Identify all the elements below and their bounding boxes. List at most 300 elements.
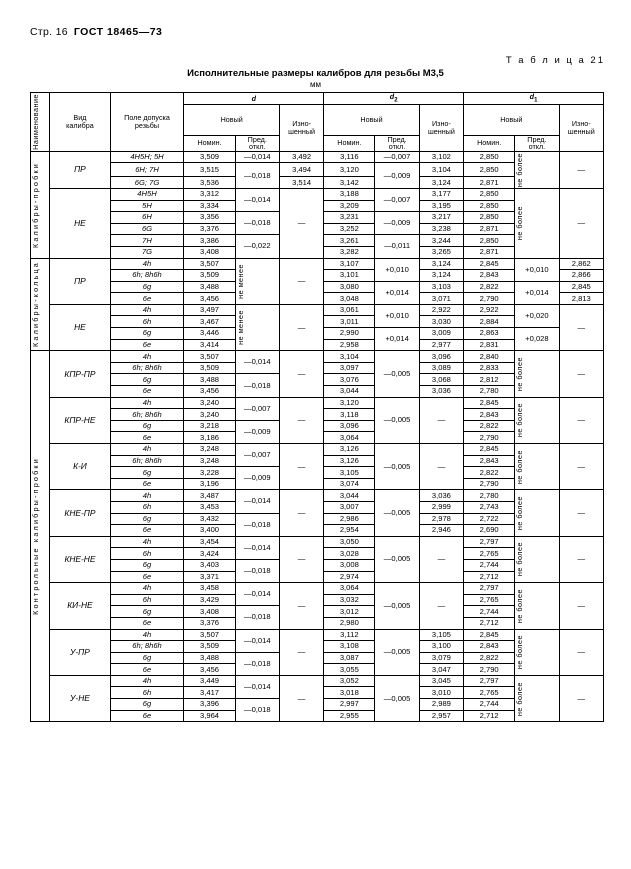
d1-nominal-cell: 2,845 — [464, 258, 515, 270]
d-nominal-cell: 3,467 — [184, 316, 235, 328]
table-row — [31, 629, 604, 641]
d1-worn-cell: 2,845 — [559, 281, 603, 293]
d1-nominal-cell: 2,840 — [464, 351, 515, 363]
col-header-d1-new: Новый — [464, 104, 559, 135]
d-nominal-cell: 3,429 — [184, 594, 235, 606]
d-limit-cell: —0,009 — [235, 467, 279, 490]
group-name-cell — [31, 151, 50, 258]
d1-worn-cell: — — [559, 444, 603, 490]
d2-worn-cell: 3,036 — [419, 490, 463, 502]
d1-nominal-cell: 2,765 — [464, 594, 515, 606]
col-header-tolerance: Поле допуска резьбы — [110, 93, 184, 152]
d-worn-cell: — — [279, 188, 323, 258]
d1-worn-cell: — — [559, 397, 603, 443]
d2-limit-cell: —0,005 — [375, 444, 419, 490]
table-row — [31, 490, 604, 502]
d1-nominal-cell: 2,850 — [464, 235, 515, 247]
d-worn-cell: — — [279, 351, 323, 397]
gauge-kind-cell: НЕ — [50, 304, 110, 350]
col-header-d-limit: Пред. откл. — [235, 135, 279, 151]
gauge-kind-cell: У-НЕ — [50, 675, 110, 721]
col-header-d1-nominal: Номин. — [464, 135, 515, 151]
d2-limit-cell: —0,007 — [375, 151, 419, 163]
d1-nominal-cell: 2,822 — [464, 652, 515, 664]
d2-nominal-cell: 3,209 — [324, 200, 375, 212]
d1-nominal-cell: 2,790 — [464, 432, 515, 444]
d2-limit-cell: —0,005 — [375, 351, 419, 397]
d-limit-cell: —0,014 — [235, 490, 279, 513]
d-nominal-cell: 3,454 — [184, 536, 235, 548]
col-header-d2-worn: Изно- шенный — [419, 104, 463, 151]
tolerance-field-cell: 6G; 7G — [110, 177, 184, 189]
d-worn-cell: — — [279, 397, 323, 443]
d-limit-cell: —0,018 — [235, 652, 279, 675]
d-nominal-cell: 3,386 — [184, 235, 235, 247]
d-worn-cell: — — [279, 258, 323, 304]
d2-nominal-cell: 3,118 — [324, 409, 375, 421]
col-header-d2: $d_2$ — [324, 93, 464, 105]
d1-limit-cell: +0,020 — [515, 304, 559, 327]
d1-limit-cell — [515, 490, 559, 536]
d2-worn-cell: 2,989 — [419, 699, 463, 711]
d-nominal-cell: 3,509 — [184, 151, 235, 163]
d-limit-cell: —0,022 — [235, 235, 279, 258]
tolerance-field-cell: 6e — [110, 525, 184, 537]
d1-nominal-cell: 2,797 — [464, 675, 515, 687]
d-nominal-cell: 3,312 — [184, 188, 235, 200]
tolerance-field-cell: 6h; 8h6h — [110, 409, 184, 421]
d1-limit-cell — [515, 629, 559, 675]
d2-limit-cell: —0,005 — [375, 629, 419, 675]
d2-limit-cell: —0,005 — [375, 490, 419, 536]
d1-worn-cell: — — [559, 629, 603, 675]
d2-worn-cell: — — [419, 583, 463, 629]
gauge-kind-cell: КНЕ-НЕ — [50, 536, 110, 582]
tolerance-field-cell: 6H — [110, 212, 184, 224]
d1-nominal-cell: 2,843 — [464, 270, 515, 282]
d1-nominal-cell: 2,812 — [464, 374, 515, 386]
d-limit-cell: —0,018 — [235, 374, 279, 397]
d2-nominal-cell: 3,076 — [324, 374, 375, 386]
d-limit-cell: —0,009 — [235, 420, 279, 443]
d2-nominal-cell: 2,997 — [324, 699, 375, 711]
d-nominal-cell: 3,507 — [184, 629, 235, 641]
tolerance-field-cell: 7G — [110, 246, 184, 258]
d1-worn-cell: 2,862 — [559, 258, 603, 270]
d1-limit-cell-label: не более — [515, 152, 525, 187]
d1-nominal-cell: 2,780 — [464, 490, 515, 502]
d-nominal-cell: 3,228 — [184, 467, 235, 479]
d2-nominal-cell: 3,080 — [324, 281, 375, 293]
d1-limit-cell: +0,028 — [515, 328, 559, 351]
d-nominal-cell: 3,186 — [184, 432, 235, 444]
d1-nominal-cell: 2,863 — [464, 328, 515, 340]
d-worn-cell: — — [279, 629, 323, 675]
d-nominal-cell: 3,458 — [184, 583, 235, 595]
d1-limit-cell-label: не более — [515, 449, 525, 484]
group-name-cell — [31, 258, 50, 351]
d-limit-cell: —0,018 — [235, 513, 279, 536]
d2-worn-cell: 2,922 — [419, 304, 463, 316]
tolerance-field-cell: 4h — [110, 397, 184, 409]
d2-worn-cell: 3,045 — [419, 675, 463, 687]
d1-worn-cell: — — [559, 583, 603, 629]
d2-worn-cell: 3,265 — [419, 246, 463, 258]
tolerance-field-cell: 4H5H; 5H — [110, 151, 184, 163]
tolerance-field-cell: 6h — [110, 594, 184, 606]
table-row — [31, 583, 604, 595]
tolerance-field-cell: 5H — [110, 200, 184, 212]
d-limit-cell: —0,014 — [235, 188, 279, 211]
d2-nominal-cell: 3,008 — [324, 559, 375, 571]
gauge-kind-cell: ПР — [50, 258, 110, 304]
d2-nominal-cell: 3,116 — [324, 151, 375, 163]
d2-nominal-cell: 3,044 — [324, 490, 375, 502]
d2-nominal-cell: 2,986 — [324, 513, 375, 525]
d2-nominal-cell: 3,064 — [324, 432, 375, 444]
d-limit-cell: —0,018 — [235, 606, 279, 629]
d2-nominal-cell: 3,061 — [324, 304, 375, 316]
tolerance-field-cell: 6e — [110, 432, 184, 444]
d1-worn-cell: 2,866 — [559, 270, 603, 282]
d-nominal-cell: 3,376 — [184, 223, 235, 235]
d2-nominal-cell: 3,105 — [324, 467, 375, 479]
d1-limit-cell — [515, 397, 559, 443]
d1-nominal-cell: 2,744 — [464, 559, 515, 571]
tolerance-field-cell: 6e — [110, 617, 184, 629]
gauge-kind-cell: К-И — [50, 444, 110, 490]
tolerance-field-cell: 6e — [110, 478, 184, 490]
d1-nominal-cell: 2,797 — [464, 583, 515, 595]
d1-nominal-cell: 2,822 — [464, 420, 515, 432]
d2-nominal-cell: 3,096 — [324, 420, 375, 432]
d2-nominal-cell: 2,954 — [324, 525, 375, 537]
tolerance-field-cell: 4h — [110, 536, 184, 548]
d1-nominal-cell: 2,850 — [464, 151, 515, 163]
d2-nominal-cell: 3,126 — [324, 455, 375, 467]
table-row — [31, 258, 604, 270]
d-limit-cell: —0,007 — [235, 397, 279, 420]
d-limit-cell: —0,014 — [235, 151, 279, 163]
d2-worn-cell: 3,009 — [419, 328, 463, 340]
table-row — [31, 151, 604, 163]
d-worn-cell: — — [279, 583, 323, 629]
page-number: Стр. 16 — [30, 26, 68, 38]
group-name-label: Контрольные калибры-пробки — [31, 457, 40, 616]
d1-nominal-cell: 2,843 — [464, 455, 515, 467]
col-header-name: Наименование — [31, 94, 40, 150]
d1-nominal-cell: 2,822 — [464, 467, 515, 479]
d1-worn-cell: — — [559, 536, 603, 582]
d1-nominal-cell: 2,871 — [464, 246, 515, 258]
d2-worn-cell: 3,030 — [419, 316, 463, 328]
d2-worn-cell: 3,217 — [419, 212, 463, 224]
d-worn-cell: 3,514 — [279, 177, 323, 189]
d2-limit-cell: —0,009 — [375, 163, 419, 189]
d1-nominal-cell: 2,822 — [464, 281, 515, 293]
d1-nominal-cell: 2,850 — [464, 200, 515, 212]
tolerance-field-cell: 6H; 7H — [110, 163, 184, 177]
d2-nominal-cell: 3,108 — [324, 641, 375, 653]
d2-worn-cell: 3,010 — [419, 687, 463, 699]
d1-limit-cell-label: не более — [515, 403, 525, 438]
table-row — [31, 188, 604, 200]
d1-worn-cell: — — [559, 675, 603, 721]
d-limit-cell: —0,014 — [235, 675, 279, 698]
d-nominal-cell: 3,240 — [184, 397, 235, 409]
d-limit-cell: —0,018 — [235, 212, 279, 235]
d-nominal-cell: 3,964 — [184, 710, 235, 722]
d2-nominal-cell: 3,252 — [324, 223, 375, 235]
tolerance-field-cell: 4H5H — [110, 188, 184, 200]
d1-nominal-cell: 2,790 — [464, 664, 515, 676]
d2-nominal-cell: 3,074 — [324, 478, 375, 490]
d2-worn-cell: 3,102 — [419, 151, 463, 163]
gauge-kind-cell: ПР — [50, 151, 110, 188]
d2-nominal-cell: 2,974 — [324, 571, 375, 583]
d1-limit-cell — [515, 675, 559, 721]
gauge-kind-cell: КПР-ПР — [50, 351, 110, 397]
d-nominal-cell: 3,432 — [184, 513, 235, 525]
d-limit-cell: —0,018 — [235, 699, 279, 722]
d1-limit-cell-label: не более — [515, 206, 525, 241]
d-nominal-cell: 3,488 — [184, 281, 235, 293]
col-header-d-nominal: Номин. — [184, 135, 235, 151]
d-limit-cell — [235, 304, 279, 350]
d2-nominal-cell: 2,958 — [324, 339, 375, 351]
d1-limit-cell-label: не более — [515, 681, 525, 716]
d1-nominal-cell: 2,722 — [464, 513, 515, 525]
tolerance-field-cell: 6g — [110, 513, 184, 525]
tolerance-field-cell: 6h; 8h6h — [110, 641, 184, 653]
d2-worn-cell: 3,089 — [419, 362, 463, 374]
d1-nominal-cell: 2,743 — [464, 501, 515, 513]
d2-nominal-cell: 3,126 — [324, 444, 375, 456]
tolerance-field-cell: 6h — [110, 501, 184, 513]
d1-nominal-cell: 2,871 — [464, 177, 515, 189]
d1-limit-cell: +0,010 — [515, 258, 559, 281]
col-header-d2-new: Новый — [324, 104, 419, 135]
d2-worn-cell: 3,238 — [419, 223, 463, 235]
d1-limit-cell — [515, 351, 559, 397]
d-nominal-cell: 3,449 — [184, 675, 235, 687]
d-worn-cell: — — [279, 536, 323, 582]
d2-worn-cell: 2,977 — [419, 339, 463, 351]
tolerance-field-cell: 7H — [110, 235, 184, 247]
col-header-d-new: Новый — [184, 104, 279, 135]
tolerance-field-cell: 6g — [110, 699, 184, 711]
gauge-kind-cell: НЕ — [50, 188, 110, 258]
d2-worn-cell: 2,957 — [419, 710, 463, 722]
d1-limit-cell — [515, 583, 559, 629]
tolerance-field-cell: 6g — [110, 467, 184, 479]
d-nominal-cell: 3,453 — [184, 501, 235, 513]
d-limit-cell: —0,018 — [235, 559, 279, 582]
d1-nominal-cell: 2,765 — [464, 687, 515, 699]
d1-worn-cell: — — [559, 351, 603, 397]
d2-worn-cell: 3,105 — [419, 629, 463, 641]
tolerance-field-cell: 4h — [110, 490, 184, 502]
d2-limit-cell: —0,007 — [375, 188, 419, 211]
d-nominal-cell: 3,487 — [184, 490, 235, 502]
d1-nominal-cell: 2,845 — [464, 397, 515, 409]
tolerance-field-cell: 4h — [110, 583, 184, 595]
d-nominal-cell: 3,424 — [184, 548, 235, 560]
d1-limit-cell — [515, 188, 559, 258]
table-row — [31, 397, 604, 409]
table-row — [31, 351, 604, 363]
d2-nominal-cell: 3,012 — [324, 606, 375, 618]
d2-nominal-cell: 3,032 — [324, 594, 375, 606]
d1-nominal-cell: 2,797 — [464, 536, 515, 548]
d-limit-cell-label: не менее — [235, 263, 245, 299]
d2-worn-cell: 3,177 — [419, 188, 463, 200]
d1-limit-cell-label: не более — [515, 635, 525, 670]
d1-nominal-cell: 2,833 — [464, 362, 515, 374]
tolerance-field-cell: 6h — [110, 548, 184, 560]
d-worn-cell: — — [279, 444, 323, 490]
d-nominal-cell: 3,507 — [184, 351, 235, 363]
d1-limit-cell — [515, 536, 559, 582]
d2-worn-cell: 3,103 — [419, 281, 463, 293]
d-nominal-cell: 3,196 — [184, 478, 235, 490]
table-row — [31, 304, 604, 316]
col-header-d1-limit: Пред. откл. — [515, 135, 559, 151]
d2-nominal-cell: 2,980 — [324, 617, 375, 629]
d1-worn-cell: — — [559, 304, 603, 350]
d2-worn-cell: 2,999 — [419, 501, 463, 513]
d2-nominal-cell: 3,044 — [324, 386, 375, 398]
table-title: Исполнительные размеры калибров для резьбы М3,5 — [187, 68, 444, 79]
tolerance-field-cell: 6h; 8h6h — [110, 455, 184, 467]
d2-worn-cell: 3,195 — [419, 200, 463, 212]
d1-nominal-cell: 2,790 — [464, 293, 515, 305]
tolerance-field-cell: 4h — [110, 258, 184, 270]
d-worn-cell: 3,494 — [279, 163, 323, 177]
d2-limit-cell: —0,005 — [375, 397, 419, 443]
d2-worn-cell: — — [419, 397, 463, 443]
d2-limit-cell: +0,010 — [375, 258, 419, 281]
d1-worn-cell: — — [559, 490, 603, 536]
d-nominal-cell: 3,403 — [184, 559, 235, 571]
d2-worn-cell: 3,124 — [419, 258, 463, 270]
d1-nominal-cell: 2,843 — [464, 409, 515, 421]
tolerance-field-cell: 6e — [110, 664, 184, 676]
d2-nominal-cell: 2,990 — [324, 328, 375, 340]
d-limit-cell: —0,018 — [235, 163, 279, 189]
d1-nominal-cell: 2,712 — [464, 617, 515, 629]
d-nominal-cell: 3,507 — [184, 258, 235, 270]
units-label: мм — [310, 80, 321, 89]
d1-nominal-cell: 2,712 — [464, 571, 515, 583]
d1-nominal-cell: 2,712 — [464, 710, 515, 722]
d-nominal-cell: 3,446 — [184, 328, 235, 340]
d1-limit-cell — [515, 151, 559, 188]
d2-limit-cell: —0,011 — [375, 235, 419, 258]
d2-nominal-cell: 3,011 — [324, 316, 375, 328]
d2-nominal-cell: 3,261 — [324, 235, 375, 247]
d1-limit-cell — [515, 444, 559, 490]
gauge-kind-cell: КНЕ-ПР — [50, 490, 110, 536]
tolerance-field-cell: 6g — [110, 420, 184, 432]
d-nominal-cell: 3,456 — [184, 386, 235, 398]
d2-limit-cell: +0,010 — [375, 304, 419, 327]
tolerance-field-cell: 6h; 8h6h — [110, 362, 184, 374]
d2-nominal-cell: 3,120 — [324, 163, 375, 177]
d2-nominal-cell: 3,050 — [324, 536, 375, 548]
d2-worn-cell: 3,104 — [419, 163, 463, 177]
d-limit-cell: —0,014 — [235, 583, 279, 606]
group-name-label: Калибры-пробки — [31, 161, 40, 248]
d1-nominal-cell: 2,765 — [464, 548, 515, 560]
d-nominal-cell: 3,240 — [184, 409, 235, 421]
d2-nominal-cell: 3,064 — [324, 583, 375, 595]
d-nominal-cell: 3,371 — [184, 571, 235, 583]
d-nominal-cell: 3,248 — [184, 455, 235, 467]
d2-nominal-cell: 3,087 — [324, 652, 375, 664]
d2-nominal-cell: 3,107 — [324, 258, 375, 270]
d1-nominal-cell: 2,850 — [464, 212, 515, 224]
d1-nominal-cell: 2,831 — [464, 339, 515, 351]
d2-worn-cell: — — [419, 444, 463, 490]
col-header-d-worn: Изно- шенный — [279, 104, 323, 151]
d-worn-cell: — — [279, 304, 323, 350]
d2-worn-cell: 3,036 — [419, 386, 463, 398]
d2-worn-cell: 3,244 — [419, 235, 463, 247]
d2-nominal-cell: 3,055 — [324, 664, 375, 676]
d-limit-cell — [235, 258, 279, 304]
d1-limit-cell-label: не более — [515, 588, 525, 623]
d2-worn-cell: 3,079 — [419, 652, 463, 664]
d1-worn-cell: 2,813 — [559, 293, 603, 305]
tolerance-field-cell: 4h — [110, 304, 184, 316]
tolerance-field-cell: 4h — [110, 444, 184, 456]
d2-nominal-cell: 3,101 — [324, 270, 375, 282]
d2-limit-cell: +0,014 — [375, 328, 419, 351]
d-worn-cell: — — [279, 675, 323, 721]
gauge-kind-cell: КПР-НЕ — [50, 397, 110, 443]
d2-worn-cell: 3,124 — [419, 270, 463, 282]
tolerance-field-cell: 6g — [110, 652, 184, 664]
dimensions-table — [30, 92, 604, 722]
d2-worn-cell: 3,124 — [419, 177, 463, 189]
d1-nominal-cell: 2,884 — [464, 316, 515, 328]
d2-limit-cell: —0,009 — [375, 212, 419, 235]
d2-nominal-cell: 3,112 — [324, 629, 375, 641]
d-limit-cell: —0,007 — [235, 444, 279, 467]
d1-nominal-cell: 2,845 — [464, 444, 515, 456]
d1-nominal-cell: 2,744 — [464, 699, 515, 711]
tolerance-field-cell: 4h — [110, 629, 184, 641]
tolerance-field-cell: 6g — [110, 281, 184, 293]
d2-nominal-cell: 3,120 — [324, 397, 375, 409]
tolerance-field-cell: 6e — [110, 386, 184, 398]
col-header-kind: Вид калибра — [50, 93, 110, 152]
col-header-d1: $d_1$ — [464, 93, 604, 105]
d1-nominal-cell: 2,922 — [464, 304, 515, 316]
d-limit-cell: —0,014 — [235, 351, 279, 374]
d-nominal-cell: 3,408 — [184, 246, 235, 258]
tolerance-field-cell: 6e — [110, 571, 184, 583]
col-header-d1-worn: Изно- шенный — [559, 104, 603, 151]
tolerance-field-cell: 6e — [110, 710, 184, 722]
d2-nominal-cell: 3,048 — [324, 293, 375, 305]
d2-nominal-cell: 3,142 — [324, 177, 375, 189]
tolerance-field-cell: 6g — [110, 606, 184, 618]
d-nominal-cell: 3,497 — [184, 304, 235, 316]
d-nominal-cell: 3,456 — [184, 664, 235, 676]
d-nominal-cell: 3,488 — [184, 374, 235, 386]
